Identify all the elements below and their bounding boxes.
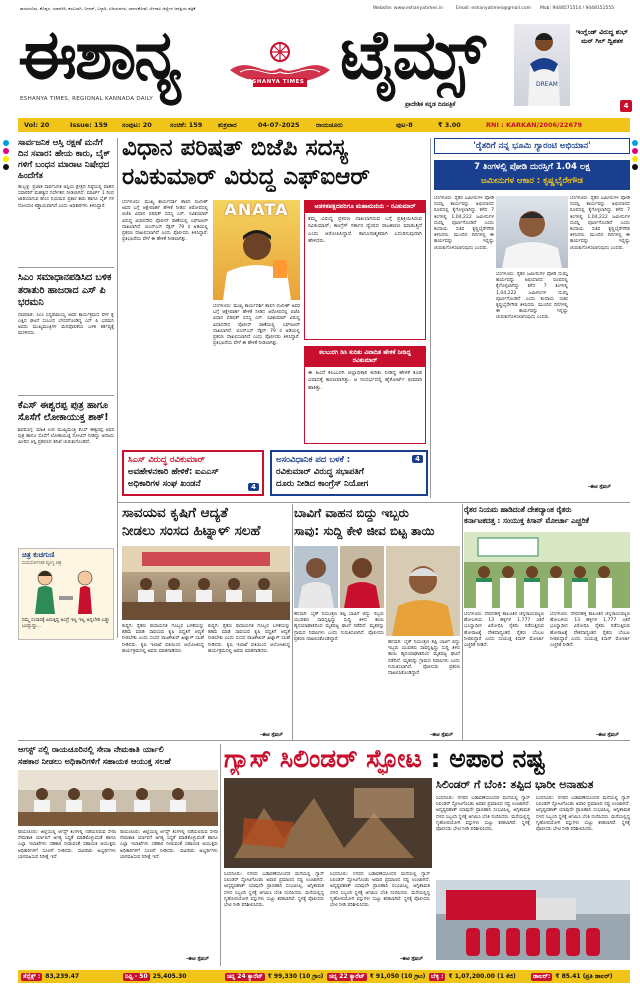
lead-quote2-box [304,346,426,444]
market-label: ಸೆನ್ಸೆಕ್ಸ್ : [23,972,41,980]
masthead-subtitle: ESHANYA TIMES, REGIONAL KANNADA DAILY [20,96,154,102]
organic-text-col1: ಕುಷ್ಟಗಿ: ರೈತರು ರಾಸಾಯನಿಕ ಗೊಬ್ಬರ ಬಳಕೆಯನ್ನು ಕಡಿಮೆ ಮಾಡಿ ಸಾವಯವ ಕೃಷಿ ಪದ್ಧತಿಗೆ ಆದ್ಯತೆ ನೀಡಬೇಕು ಎಂದು ಸಂಸದ ರಾಜಶೇಖರ್ ಹಿಟ್ನಾಳ್ ಸಲಹೆ ನೀಡಿದರು. ಕೃಷಿ ಇಲಾಖೆ ವತಿಯಿಂದ ಆಯೋಜಿಸಿದ್ದ ಕಾರ್ಯಕ್ರಮದಲ್ಲಿ ಅವರು ಮಾತನಾಡಿದರು. [122,624,204,654]
info-price: ₹ 3.00 [438,121,461,129]
divider [18,740,630,741]
organic-byline: -ಈಟಿ ಸ್ಪೆಷಲ್ [260,732,283,738]
registration-marks-right [632,140,638,172]
left-story1-headline[interactable]: ಸಾರ್ವಜನಿಕ ಆಸ್ತಿ ರಕ್ಷಣೆ ಮನೆಗೆ ದಿನ ಸವಾರ: ಹೇಯ ಕಾರು, ಬೈಕ್ ಗಳಿಗೆ ಬಂಧನ ಮಾರಾಟ ನಿಷೇಧದ ಹಿಂದೆಗೆತ [18,138,111,181]
lead-text-col2: ಬೆಂಗಳೂರು: ಮುಖ್ಯ ಕಾರ್ಯದರ್ಶಿ ಶಾಲಿನಿ ರಜನೀಶ್ ಅವರ ಬಗ್ಗೆ ಆಕ್ಷೇಪಾರ್ಹ ಹೇಳಿಕೆ ನೀಡಿದ ಆರೋಪದಲ್ಲಿ ಬಿಜೆಪಿ ವಿಧಾನ ಪರಿಷತ್ ಸದಸ್ಯ ಎನ್. ರವಿಕುಮಾರ್ ವಿರುದ್ಧ ವಿಧಾನಸೌಧ ಪೊಲೀಸ್ ಠಾಣೆಯಲ್ಲಿ ಎಫ್ಐಆರ್ ದಾಖಲಾಗಿದೆ. ಬಿಎನ್ಎಸ್ ಸೆಕ್ಷನ್ 79 ರ ಅಡಿಯಲ್ಲಿ ಪ್ರಕರಣ ದಾಖಲಿಸಲಾಗಿದೆ ಎಂದು ಪೊಲೀಸರು ತಿಳಿಸಿದ್ದಾರೆ. ಪ್ರತಿಭಟನೆಯ ವೇಳೆ ಈ ಹೇಳಿಕೆ ನೀಡಲಾಗಿತ್ತು. [213,304,300,347]
mid-box1-line2: ಅವಹೇಳನಕಾರಿ ಹೇಳಿಕೆ: ಐಎಎಸ್ [128,467,219,477]
burnt-room-icon [224,778,432,868]
protest-scene-icon [464,532,630,608]
gas-text-col1: ಸಿಂಧನೂರು: ನಗರದ ಬಡಾವಣೆಯೊಂದರ ಮನೆಯಲ್ಲಿ ಗ್ಯಾಸ್ ಸಿಲಿಂಡರ್ ಸ್ಫೋಟಗೊಂಡು ಅಪಾರ ಪ್ರಮಾಣದ ನಷ್ಟ ಉಂಟಾಗಿದೆ. ಅದೃಷ್ಟವಶಾತ್ ಯಾವುದೇ ಪ್ರಾಣಹಾನಿ ಸಂಭವಿಸಿಲ್ಲ. ಅಗ್ನಿಶಾಮಕ ದಳದ ಸಿಬ್ಬಂದಿ ಸ್ಥಳಕ್ಕೆ ಆಗಮಿಸಿ ಬೆಂಕಿ ನಂದಿಸಿದರು. ಮನೆಯಲ್ಲಿದ್ದ ಗೃಹೋಪಯೋಗಿ ವಸ್ತುಗಳು ಸುಟ್ಟು ಕರಕಲಾಗಿವೆ. ಸ್ಥಳಕ್ಕೆ ಪೊಲೀಸರು ಭೇಟಿ ನೀಡಿ ಪರಿಶೀಲಿಸಿದರು. [224,872,324,909]
cartoon-illustration-icon [19,566,113,614]
farmers-headline-line1: ರೈತರ ನಿಯಮ ಹಾಡಿದಂತೆ ದೇಶದ್ಯಾಂತ ರೈತರು [464,505,572,514]
well-headline-line2: ಸಾವು: ಸುದ್ದಿ ಕೇಳಿ ಜೀವ ಬಿಟ್ಟ ತಾಯಿ [294,524,435,538]
farmers-text-col1: ಬೆಂಗಳೂರು: ದೇವನಹಳ್ಳಿ ತಾಲೂಕಿನ ಚನ್ನರಾಯಪಟ್ಟಣ ಹೋಬಳಿಯ 13 ಹಳ್ಳಿಗಳ 1,777 ಎಕರೆ ಭೂಸ್ವಾಧೀನ ವಿರೋಧಿಸಿ ರೈತರು ನಡೆಸುತ್ತಿರುವ ಹೋರಾಟಕ್ಕೆ ದೇಶದಾದ್ಯಂತದ ರೈತರು ಬೆಂಬಲ ನೀಡಲಿದ್ದಾರೆ ಎಂದು ಸಂಯುಕ್ತ ಕಿಸಾನ್ ಮೋರ್ಚಾ ಎಚ್ಚರಿಕೆ ನೀಡಿದೆ. [464,612,544,649]
market-value: ₹ 99,330 (10 ಗ್ರಾಂ) [267,972,324,980]
minister-figure-icon [496,196,568,268]
info-issue: Issue: 159 [70,121,108,129]
organic-headline-line2: ನೀಡಲು ಸಂಸದ ಹಿಟ್ನಾಳ್ ಸಲಹೆ [122,523,261,539]
left-story2-text: ಧಾರವಾಡ: ಸಿಎಂ ಸಿದ್ದರಾಮಯ್ಯ ಅವರ ಕಾರ್ಯಕ್ರಮದ ವೇಳೆ ಕೈ ಎತ್ತಿದ ಘಟನೆ ಸಂಬಂಧ ಬೇಸರಗೊಂಡಿದ್ದ ಎಸ್ ಪಿ ಭರಮನಿ ಅವರು ಮುಖ್ಯಮಂತ್ರಿಗಳ ಮನವೊಲಿಕೆಯ ಬಳಿಕ ಕರ್ತವ್ಯಕ್ಕೆ ಮರಳಿದರು. [18,312,114,337]
market-item [222,973,324,981]
left-column [18,138,114,468]
right-headline-line1: 7 ತಿಂಗಳಲ್ಲಿ ಪೋಡಿ ದುರಸ್ತಿಗೆ 1.04 ಲಕ್ಷ [474,162,590,172]
emblem-label: ESHANYA TIMES [248,79,305,85]
cylinders-truck-icon [436,880,630,960]
august-text-col1: ರಾಯಚೂರು: ಜಿಲ್ಲೆಯಲ್ಲಿ ಆಗಸ್ಟ್ ತಿಂಗಳಲ್ಲಿ ನಡೆಯಲಿರುವ ಸೇನಾ ನೇಮಕಾತಿ ರ್ಯಾಲಿಗೆ ಅಗತ್ಯ ಸಿದ್ಧತೆ ಮಾಡಿಕೊಳ್ಳುವಂತೆ ಹಾಗೂ ಎಲ್ಲಾ ಇಲಾಖೆಗಳು ಸಹಕಾರ ನೀಡುವಂತೆ ಸಹಾಯಕ ಆಯುಕ್ತರು ಅಧಿಕಾರಿಗಳಿಗೆ ಸೂಚನೆ ನೀಡಿದರು. ಸಾವಿರಾರು ಅಭ್ಯರ್ಥಿಗಳು ಭಾಗವಹಿಸುವ ನಿರೀಕ್ಷೆ ಇದೆ. [18,830,116,860]
info-samputa: ಸಂಪುಟ: 20 [122,120,152,129]
column-rule [117,138,118,638]
left-story3-headline[interactable]: ಕೆಎಸ್ ಈಶ್ವರಪ್ಪ ಪುತ್ರ ಹಾಗೂ ಸೊಸೆಗೆ ಲೋಕಾಯುಕ್ತ ಶಾಕ್! [18,399,109,423]
right-text-col1: ಬೆಂಗಳೂರು: ರೈತರ ಜಮೀನುಗಳ ಪೋಡಿ ದುರಸ್ತಿ ಕಾರ್ಯವನ್ನು ಅಭಿಯಾನದ ರೂಪದಲ್ಲಿ ಕೈಗೊಳ್ಳಲಾಗಿದ್ದು ಕಳೆದ 7 ತಿಂಗಳಲ್ಲಿ 1,04,222 ಜಮೀನುಗಳ ದುರಸ್ತಿ ಪೂರ್ಣಗೊಂಡಿದೆ ಎಂದು ಕಂದಾಯ ಸಚಿವ ಕೃಷ್ಣಭೈರೇಗೌಡ ತಿಳಿಸಿದರು. ಮುಂದಿನ ದಿನಗಳಲ್ಲಿ ಈ ಕಾರ್ಯವನ್ನು ಇನ್ನಷ್ಟು ಚುರುಕುಗೊಳಿಸಲಾಗುವುದು ಎಂದರು. [434,196,494,251]
right-text-col2: ಬೆಂಗಳೂರು: ರೈತರ ಜಮೀನುಗಳ ಪೋಡಿ ದುರಸ್ತಿ ಕಾರ್ಯವನ್ನು ಅಭಿಯಾನದ ರೂಪದಲ್ಲಿ ಕೈಗೊಳ್ಳಲಾಗಿದ್ದು ಕಳೆದ 7 ತಿಂಗಳಲ್ಲಿ 1,04,222 ಜಮೀನುಗಳ ದುರಸ್ತಿ ಪೂರ್ಣಗೊಂಡಿದೆ ಎಂದು ಕಂದಾಯ ಸಚಿವ ಕೃಷ್ಣಭೈರೇಗೌಡ ತಿಳಿಸಿದರು. ಮುಂದಿನ ದಿನಗಳಲ್ಲಿ ಈ ಕಾರ್ಯವನ್ನು ಇನ್ನಷ್ಟು ಚುರುಕುಗೊಳಿಸಲಾಗುವುದು ಎಂದರು. [496,272,568,321]
divider [18,395,114,396]
column-rule [430,138,431,498]
farmers-photo[interactable] [464,532,630,608]
gas-headline-main: ಗ್ಯಾಸ್ ಸಿಲಿಂಡರ್ ಸ್ಫೋಟ [224,744,422,773]
meeting-scene-icon [122,546,290,620]
market-item [528,973,630,981]
chakra-emblem-icon [225,38,335,98]
promo-page-badge[interactable]: 4 [620,100,632,112]
mid-box2-line2: ರವಿಕುಮಾರ್ ವಿರುದ್ಧ ಸಭಾಪತಿಗೆ [276,467,364,477]
gas-byline: -ಈಟಿ ಸ್ಪೆಷಲ್ [400,956,423,962]
organic-text-col2: ಕುಷ್ಟಗಿ: ರೈತರು ರಾಸಾಯನಿಕ ಗೊಬ್ಬರ ಬಳಕೆಯನ್ನು ಕಡಿಮೆ ಮಾಡಿ ಸಾವಯವ ಕೃಷಿ ಪದ್ಧತಿಗೆ ಆದ್ಯತೆ ನೀಡಬೇಕು ಎಂದು ಸಂಸದ ರಾಜಶೇಖರ್ ಹಿಟ್ನಾಳ್ ಸಲಹೆ ನೀಡಿದರು. ಕೃಷಿ ಇಲಾಖೆ ವತಿಯಿಂದ ಆಯೋಜಿಸಿದ್ದ ಕಾರ್ಯಕ್ರಮದಲ್ಲಿ ಅವರು ಮಾತನಾಡಿದರು. [208,624,290,654]
masthead-title-right: ಟೈಮ್ಸ್ [340,16,484,95]
mid-box1[interactable] [122,450,264,496]
masthead-title-left: ಈಶಾನ್ಯ [18,16,180,95]
lead-photo[interactable] [213,200,300,300]
photo-banner-text: ANATA [224,200,289,219]
market-value: ₹ 91,050 (10 ಗ್ರಾಂ) [369,972,426,980]
left-story3-text: ಶಿವಮೊಗ್ಗ: ಮಾಜಿ ಉಪ ಮುಖ್ಯಮಂತ್ರಿ ಕೆಎಸ್ ಈಶ್ವರಪ್ಪ ಅವರ ಪುತ್ರ ಹಾಗೂ ಸೊಸೆಗೆ ಲೋಕಾಯುಕ್ತ ನೋಟಿಸ್ ನೀಡಿದ್ದು ಆದಾಯ ಮೀರಿದ ಆಸ್ತಿ ಪ್ರಕರಣದ ತನಿಖೆ ಚುರುಕುಗೊಂಡಿದೆ. [18,427,114,445]
mid-box2[interactable] [270,450,428,496]
lead-quote1-text: ತಮ್ಮ ವಿರುದ್ಧ ಪ್ರಕರಣ ದಾಖಲಾಗಿರುವ ಬಗ್ಗೆ ಪ್ರತಿಕ್ರಿಯಿಸಿರುವ ರವಿಕುಮಾರ್, ಕಾಂಗ್ರೆಸ್ ಸರ್ಕಾರ ದ್ವೇಷದ ರಾಜಕಾರಣ ಮಾಡುತ್ತಿದೆ ಎಂದು ಆರೋಪಿಸಿದ್ದಾರೆ. ಕಾನೂನಾತ್ಮಕವಾಗಿ ಎದುರಿಸುವುದಾಗಿ ಹೇಳಿದರು. [308,216,422,245]
masthead-emblem [225,38,335,98]
right-headline-line2: ಜಮೀನುಗಳ ಆಕಾರ : ಕೃಷ್ಣಭೈರೇಗೌಡ [481,176,583,186]
lead-quote1-title: ಆಡಳಿತಪಕ್ಷದವರಿಗೂ ಮಹಾಮಣಿಯ - ರವಿಕುಮಾರ್ [305,201,425,213]
market-value: ₹ 1,07,200.00 (1 ಕೆಜಿ) [448,972,516,980]
promo-text[interactable]: ಇಂಗ್ಲೆಂಡ್ ವಿರುದ್ಧ ಶುಭ್ ಮನ್ ಗಿಲ್ ದ್ವಿಶತಕ [576,28,628,45]
right-byline: -ಈಟಿ ಸ್ಪೆಷಲ್ [588,484,611,490]
info-sanchike: ಸಂಚಿಕೆ: 159 [170,120,203,129]
farmers-text-col2: ಬೆಂಗಳೂರು: ದೇವನಹಳ್ಳಿ ತಾಲೂಕಿನ ಚನ್ನರಾಯಪಟ್ಟಣ ಹೋಬಳಿಯ 13 ಹಳ್ಳಿಗಳ 1,777 ಎಕರೆ ಭೂಸ್ವಾಧೀನ ವಿರೋಧಿಸಿ ರೈತರು ನಡೆಸುತ್ತಿರುವ ಹೋರಾಟಕ್ಕೆ ದೇಶದಾದ್ಯಂತದ ರೈತರು ಬೆಂಬಲ ನೀಡಲಿದ್ದಾರೆ ಎಂದು ಸಂಯುಕ್ತ ಕಿಸಾನ್ ಮೋರ್ಚಾ ಎಚ್ಚರಿಕೆ ನೀಡಿದೆ. [550,612,630,649]
market-item [120,973,222,981]
well-headline[interactable] [294,504,460,540]
august-text-col2: ರಾಯಚೂರು: ಜಿಲ್ಲೆಯಲ್ಲಿ ಆಗಸ್ಟ್ ತಿಂಗಳಲ್ಲಿ ನಡೆಯಲಿರುವ ಸೇನಾ ನೇಮಕಾತಿ ರ್ಯಾಲಿಗೆ ಅಗತ್ಯ ಸಿದ್ಧತೆ ಮಾಡಿಕೊಳ್ಳುವಂತೆ ಹಾಗೂ ಎಲ್ಲಾ ಇಲಾಖೆಗಳು ಸಹಕಾರ ನೀಡುವಂತೆ ಸಹಾಯಕ ಆಯುಕ್ತರು ಅಧಿಕಾರಿಗಳಿಗೆ ಸೂಚನೆ ನೀಡಿದರು. ಸಾವಿರಾರು ಅಭ್ಯರ್ಥಿಗಳು ಭಾಗವಹಿಸುವ ನಿರೀಕ್ಷೆ ಇದೆ. [120,830,218,860]
august-photo[interactable] [18,770,218,826]
mother-photo[interactable] [386,546,460,636]
market-item [426,973,528,981]
info-bar [18,118,630,132]
cricketer-figure-icon [514,24,570,106]
market-label: ಬೆಳ್ಳಿ : [431,972,444,980]
gas-headline[interactable] [224,742,630,775]
info-place: ರಾಯಚೂರು [316,120,343,129]
market-value: 25,405.30 [152,973,187,980]
masthead-motto: ಪ್ರಾದೇಶಿಕ ಕನ್ನಡ ದಿನಪತ್ರಿಕೆ [405,101,456,108]
gas-photo-main[interactable] [224,778,432,868]
well-headline-line1: ಬಾವಿಗೆ ವಾಹನ ಬಿದ್ದು ಇಬ್ಬರು [294,506,409,520]
well-text-col1: ಹನಸಾಗಿ: ಬೈಕ್ ನಿಯಂತ್ರಣ ತಪ್ಪಿ ಬಾವಿಗೆ ಬಿದ್ದು ಇಬ್ಬರು ಯುವಕರು ಸಾವನ್ನಪ್ಪಿದ್ದು ಸುದ್ದಿ ತಿಳಿದ ತಾಯಿ ಹೃದಯಾಘಾತದಿಂದ ಮೃತಪಟ್ಟ ಘಟನೆ ನಡೆದಿದೆ. ಮೃತರನ್ನು ಗ್ರಾಮದ ನಿವಾಸಿಗಳು ಎಂದು ಗುರುತಿಸಲಾಗಿದೆ. ಪೊಲೀಸರು ಪ್ರಕರಣ ದಾಖಲಿಸಿಕೊಂಡಿದ್ದಾರೆ. [294,612,384,642]
info-date: 04-07-2025 [258,121,300,129]
svg-text:DREAM: DREAM [536,81,558,88]
lead-headline-line1: ವಿಧಾನ ಪರಿಷತ್ ಬಿಜೆಪಿ ಸದಸ್ಯ [122,135,348,161]
market-value: ₹ 85.41 (ಪ್ರತಿ ಡಾಲರ್) [555,972,613,980]
market-value: 83,239.47 [45,973,80,980]
lead-quote2-text: ಈ ಹಿಂದೆ ಕಲಬುರಗಿ ಜಿಲ್ಲಾಧಿಕಾರಿ ಕುರಿತು ನೀಡಿದ್ದ ಹೇಳಿಕೆ ಕೂಡ ವಿವಾದಕ್ಕೆ ಕಾರಣವಾಗಿತ್ತು. ಆ ಸಂದರ್ಭದಲ್ಲಿ ಹೈಕೋರ್ಟ್ ಛೀಮಾರಿ ಹಾಕಿತ್ತು. [308,370,422,391]
website-text[interactable]: Website: www.eshanyatimes.in [373,6,443,11]
august-headline[interactable] [18,744,218,767]
market-label: ನಿಫ್ಟಿ - 50 [125,972,148,980]
farmers-byline: -ಈಟಿ ಸ್ಪೆಷಲ್ [596,732,619,738]
market-bar [18,970,630,983]
mid-box2-line3: ದೂರು ನೀಡಿದ ಕಾಂಗ್ರೆಸ್ ನಿಯೋಗ [276,479,369,489]
mid-box2-page[interactable]: 4 [412,455,423,463]
mid-box2-line1: ಅಸಂವಿಧಾನಿಕ ಪದ ಬಳಕೆ : [276,455,351,465]
market-label: ಡಾಲರ್: [533,972,551,980]
august-headline-line1: ಆಗಸ್ಟ್ ನಲ್ಲಿ ರಾಯಚೂರಿನಲ್ಲಿ ಸೇನಾ ನೇಮಕಾತಿ ರ್ಯಾಲಿ [18,744,164,754]
left-story2-headline[interactable]: ಸಿಎಂ ಸಮಾಧಾನಪಡಿಸಿದ ಬಳಿಕ ತರಾತುರಿ ಹಾಜರಾದ ಎಸ್ ಪಿ ಭರಮನಿ [18,272,112,308]
cartoon-caption: ನಿಮ್ಮ ಸಂಸಾರಕ್ಕೆ ಏರುತ್ತಿದ್ದ ಅಂದ್ರೆ ಇಲ್ಲ ಇಲ್ಲ ಅನ್ನಬೇಡಿ ಬಡ್ಡು ಬಂದ್ಬುದ್ದು... [22,618,110,629]
meeting-table-icon [18,770,218,826]
farmers-headline[interactable] [464,504,630,526]
divider [118,502,630,503]
market-label: ಚಿನ್ನ 22 ಕ್ಯಾರೆಟ್ [329,972,365,980]
well-text-col2: ಹನಸಾಗಿ: ಬೈಕ್ ನಿಯಂತ್ರಣ ತಪ್ಪಿ ಬಾವಿಗೆ ಬಿದ್ದು ಇಬ್ಬರು ಯುವಕರು ಸಾವನ್ನಪ್ಪಿದ್ದು ಸುದ್ದಿ ತಿಳಿದ ತಾಯಿ ಹೃದಯಾಘಾತದಿಂದ ಮೃತಪಟ್ಟ ಘಟನೆ ನಡೆದಿದೆ. ಮೃತರನ್ನು ಗ್ರಾಮದ ನಿವಾಸಿಗಳು ಎಂದು ಗುರುತಿಸಲಾಗಿದೆ. ಪೊಲೀಸರು ಪ್ರಕರಣ ದಾಖಲಿಸಿಕೊಂಡಿದ್ದಾರೆ. [388,640,460,677]
right-text-col3: ಬೆಂಗಳೂರು: ರೈತರ ಜಮೀನುಗಳ ಪೋಡಿ ದುರಸ್ತಿ ಕಾರ್ಯವನ್ನು ಅಭಿಯಾನದ ರೂಪದಲ್ಲಿ ಕೈಗೊಳ್ಳಲಾಗಿದ್ದು ಕಳೆದ 7 ತಿಂಗಳಲ್ಲಿ 1,04,222 ಜಮೀನುಗಳ ದುರಸ್ತಿ ಪೂರ್ಣಗೊಂಡಿದೆ ಎಂದು ಕಂದಾಯ ಸಚಿವ ಕೃಷ್ಣಭೈರೇಗೌಡ ತಿಳಿಸಿದರು. ಮುಂದಿನ ದಿನಗಳಲ್ಲಿ ಈ ಕಾರ್ಯವನ್ನು ಇನ್ನಷ್ಟು ಚುರುಕುಗೊಳಿಸಲಾಗುವುದು ಎಂದರು. [570,196,630,251]
lead-headline-line2: ರವಿಕುಮಾರ್ ವಿರುದ್ಧ ಎಫ್ಐಆರ್ [122,164,370,190]
column-rule [462,504,463,740]
mid-box1-page[interactable]: 4 [248,483,259,491]
lead-quote1-box [304,200,426,340]
august-headline-line2: ಸಹಕಾರ ನೀಡಲು ಅಧಿಕಾರಿಗಳಿಗೆ ಸಹಾಯಕ ಆಯುಕ್ತ ಸಲಹೆ [18,755,171,766]
gas-text-col3: ಸಿಂಧನೂರು: ನಗರದ ಬಡಾವಣೆಯೊಂದರ ಮನೆಯಲ್ಲಿ ಗ್ಯಾಸ್ ಸಿಲಿಂಡರ್ ಸ್ಫೋಟಗೊಂಡು ಅಪಾರ ಪ್ರಮಾಣದ ನಷ್ಟ ಉಂಟಾಗಿದೆ. ಅದೃಷ್ಟವಶಾತ್ ಯಾವುದೇ ಪ್ರಾಣಹಾನಿ ಸಂಭವಿಸಿಲ್ಲ. ಅಗ್ನಿಶಾಮಕ ದಳದ ಸಿಬ್ಬಂದಿ ಸ್ಥಳಕ್ಕೆ ಆಗಮಿಸಿ ಬೆಂಕಿ ನಂದಿಸಿದರು. ಮನೆಯಲ್ಲಿದ್ದ ಗೃಹೋಪಯೋಗಿ ವಸ್ತುಗಳು ಸುಟ್ಟು ಕರಕಲಾಗಿವೆ. ಸ್ಥಳಕ್ಕೆ ಪೊಲೀಸರು ಭೇಟಿ ನೀಡಿ ಪರಿಶೀಲಿಸಿದರು. [436,796,530,833]
info-vol: Vol: 20 [24,121,50,129]
mid-box1-line3: ಅಧಿಕಾರಿಗಳ ಸಂಘ ಖಂಡನೆ [128,479,201,489]
person-icon [340,546,384,608]
elderly-woman-icon [386,546,460,636]
cartoon-subtitle: ಸಂದರ್ಭೋಚಿತ ವ್ಯಂಗ್ಯ ಚಿತ್ರ [22,561,62,566]
organic-headline[interactable] [122,504,290,540]
market-item [324,973,426,981]
info-pages: ಪುಟ-8 [396,120,413,129]
market-label: ಚಿನ್ನ 24 ಕ್ಯಾರೆಟ್ [227,972,263,980]
market-item [18,973,120,981]
lead-text-col1: ಬೆಂಗಳೂರು: ಮುಖ್ಯ ಕಾರ್ಯದರ್ಶಿ ಶಾಲಿನಿ ರಜನೀಶ್ ಅವರ ಬಗ್ಗೆ ಆಕ್ಷೇಪಾರ್ಹ ಹೇಳಿಕೆ ನೀಡಿದ ಆರೋಪದಲ್ಲಿ ಬಿಜೆಪಿ ವಿಧಾನ ಪರಿಷತ್ ಸದಸ್ಯ ಎನ್. ರವಿಕುಮಾರ್ ವಿರುದ್ಧ ವಿಧಾನಸೌಧ ಪೊಲೀಸ್ ಠಾಣೆಯಲ್ಲಿ ಎಫ್ಐಆರ್ ದಾಖಲಾಗಿದೆ. ಬಿಎನ್ಎಸ್ ಸೆಕ್ಷನ್ 79 ರ ಅಡಿಯಲ್ಲಿ ಪ್ರಕರಣ ದಾಖಲಿಸಲಾಗಿದೆ ಎಂದು ಪೊಲೀಸರು ತಿಳಿಸಿದ್ದಾರೆ. ಪ್ರತಿಭಟನೆಯ ವೇಳೆ ಈ ಹೇಳಿಕೆ ನೀಡಲಾಗಿತ್ತು. [122,200,208,243]
gas-photo-cylinders[interactable] [436,880,630,960]
victim2-photo[interactable] [340,546,384,608]
column-rule [220,744,221,966]
gas-text-col4: ಸಿಂಧನೂರು: ನಗರದ ಬಡಾವಣೆಯೊಂದರ ಮನೆಯಲ್ಲಿ ಗ್ಯಾಸ್ ಸಿಲಿಂಡರ್ ಸ್ಫೋಟಗೊಂಡು ಅಪಾರ ಪ್ರಮಾಣದ ನಷ್ಟ ಉಂಟಾಗಿದೆ. ಅದೃಷ್ಟವಶಾತ್ ಯಾವುದೇ ಪ್ರಾಣಹಾನಿ ಸಂಭವಿಸಿಲ್ಲ. ಅಗ್ನಿಶಾಮಕ ದಳದ ಸಿಬ್ಬಂದಿ ಸ್ಥಳಕ್ಕೆ ಆಗಮಿಸಿ ಬೆಂಕಿ ನಂದಿಸಿದರು. ಮನೆಯಲ್ಲಿದ್ದ ಗೃಹೋಪಯೋಗಿ ವಸ್ತುಗಳು ಸುಟ್ಟು ಕರಕಲಾಗಿವೆ. ಸ್ಥಳಕ್ಕೆ ಪೊಲೀಸರು ಭೇಟಿ ನೀಡಿ ಪರಿಶೀಲಿಸಿದರು. [536,796,630,833]
lead-headline[interactable] [122,134,428,192]
victim1-photo[interactable] [294,546,338,608]
email-text[interactable]: Email: eshanyatimes@gmail.com [456,6,531,11]
right-headline[interactable] [434,160,630,190]
right-tag[interactable]: 'ರೈತರಿಗೆ ನನ್ನ ಭೂಮಿ ಗ್ಯಾರಂಟಿ ಅಭಿಯಾನ' [434,138,630,154]
cartoon-box[interactable] [18,548,114,640]
registration-marks-left [3,140,9,172]
divider [18,267,114,268]
lead-quote2-title: ಕಲಬುರಗಿ ಡಿಸಿ ಕುರಿತು ವಿವಾದಿತ ಹೇಳಿಕೆ ನೀಡಿದ್ದ ರವಿಕುಮಾರ್ [305,347,425,367]
organic-headline-line1: ಸಾವಯವ ಕೃಷಿಗೆ ಆದ್ಯತೆ [122,505,228,521]
promo-cricketer-photo[interactable] [514,24,570,106]
mobile-text: Mob: 9448571514 / 9448151555 [540,6,615,11]
left-story1-text: ಹುಬ್ಬಳ್ಳಿ: ಪ್ರಜಾತ ಸಾರ್ವಜನಿಕ ಆಸ್ತಿಯ ಕ್ಷೇತ್ರದ ನಿಷ್ಠೆಯಲ್ಲಿ ವಾಹನ ಸವಾರರಿಗೆ ಮಹತ್ವದ ನಿರ್ದೇಶನ ನೀಡಲಾಗಿದೆ. ಮಾರ್ಚ್ 1 ರಿಂದ ಜಾರಿಯಾಗುವ ಹೊಸ ನಿಯಮದ ಪ್ರಕಾರ ಕಾರು ಹಾಗೂ ಬೈಕ್ ಗಳ ನೋಂದಣಿ ಕಡ್ಡಾಯವಾಗಿದೆ ಎಂದು ಅಧಿಕಾರಿಗಳು ತಿಳಿಸಿದ್ದಾರೆ. [18,185,114,209]
info-rni: RNI : KARKAN/2006/22679 [486,121,583,129]
gas-text-col2: ಸಿಂಧನೂರು: ನಗರದ ಬಡಾವಣೆಯೊಂದರ ಮನೆಯಲ್ಲಿ ಗ್ಯಾಸ್ ಸಿಲಿಂಡರ್ ಸ್ಫೋಟಗೊಂಡು ಅಪಾರ ಪ್ರಮಾಣದ ನಷ್ಟ ಉಂಟಾಗಿದೆ. ಅದೃಷ್ಟವಶಾತ್ ಯಾವುದೇ ಪ್ರಾಣಹಾನಿ ಸಂಭವಿಸಿಲ್ಲ. ಅಗ್ನಿಶಾಮಕ ದಳದ ಸಿಬ್ಬಂದಿ ಸ್ಥಳಕ್ಕೆ ಆಗಮಿಸಿ ಬೆಂಕಿ ನಂದಿಸಿದರು. ಮನೆಯಲ್ಲಿದ್ದ ಗೃಹೋಪಯೋಗಿ ವಸ್ತುಗಳು ಸುಟ್ಟು ಕರಕಲಾಗಿವೆ. ಸ್ಥಳಕ್ಕೆ ಪೊಲೀಸರು ಭೇಟಿ ನೀಡಿ ಪರಿಶೀಲಿಸಿದರು. [330,872,430,909]
farmers-headline-line2: ಕರ್ನಾಟಕದತ್ತ : ಸಂಯುಕ್ತ ಕಿಸಾನ್ ಮೋರ್ಚಾ ಎಚ್ಚರಿಕೆ [464,516,589,525]
person-icon [294,546,338,608]
column-rule [292,504,293,740]
august-byline: -ಈಟಿ ಸ್ಪೆಷಲ್ [186,956,209,962]
top-tagline: ರಾಯಚೂರು, ಕೊಪ್ಪಳ, ಯಾದಗಿರಿ, ಕಲಬುರಗಿ, ಬೀದರ್, ಬಳ್ಳಾರಿ, ವಿಜಯನಗರ, ಬಾಗಲಕೋಟೆ, ಬೆಳಗಾವಿ ಜಿಲ್ಲೆಗಳ ಜನಪ್ರಿಯ ಪತ್ರಿಕೆ [20,6,196,11]
cartoon-title: ಚಿತ್ರ ಕುಚಗುಣಿ [22,551,55,559]
gas-headline-suffix: : ಅಪಾರ ನಷ್ಟ [430,744,546,773]
info-day: ಶುಕ್ರವಾರ [218,120,237,129]
mid-box1-line1: ಸಿಎಸ್ ವಿರುದ್ಧ ರವಿಕುಮಾರ್ [128,455,205,465]
minister-photo[interactable] [496,196,568,268]
organic-photo[interactable] [122,546,290,620]
well-byline: -ಈಟಿ ಸ್ಪೆಷಲ್ [430,732,453,738]
gas-subhead[interactable]: ಸಿಲಿಂಡರ್ ಗೆ ಬೆಂಕಿ: ತಪ್ಪಿದ ಭಾರೀ ಅನಾಹುತ [436,778,594,791]
